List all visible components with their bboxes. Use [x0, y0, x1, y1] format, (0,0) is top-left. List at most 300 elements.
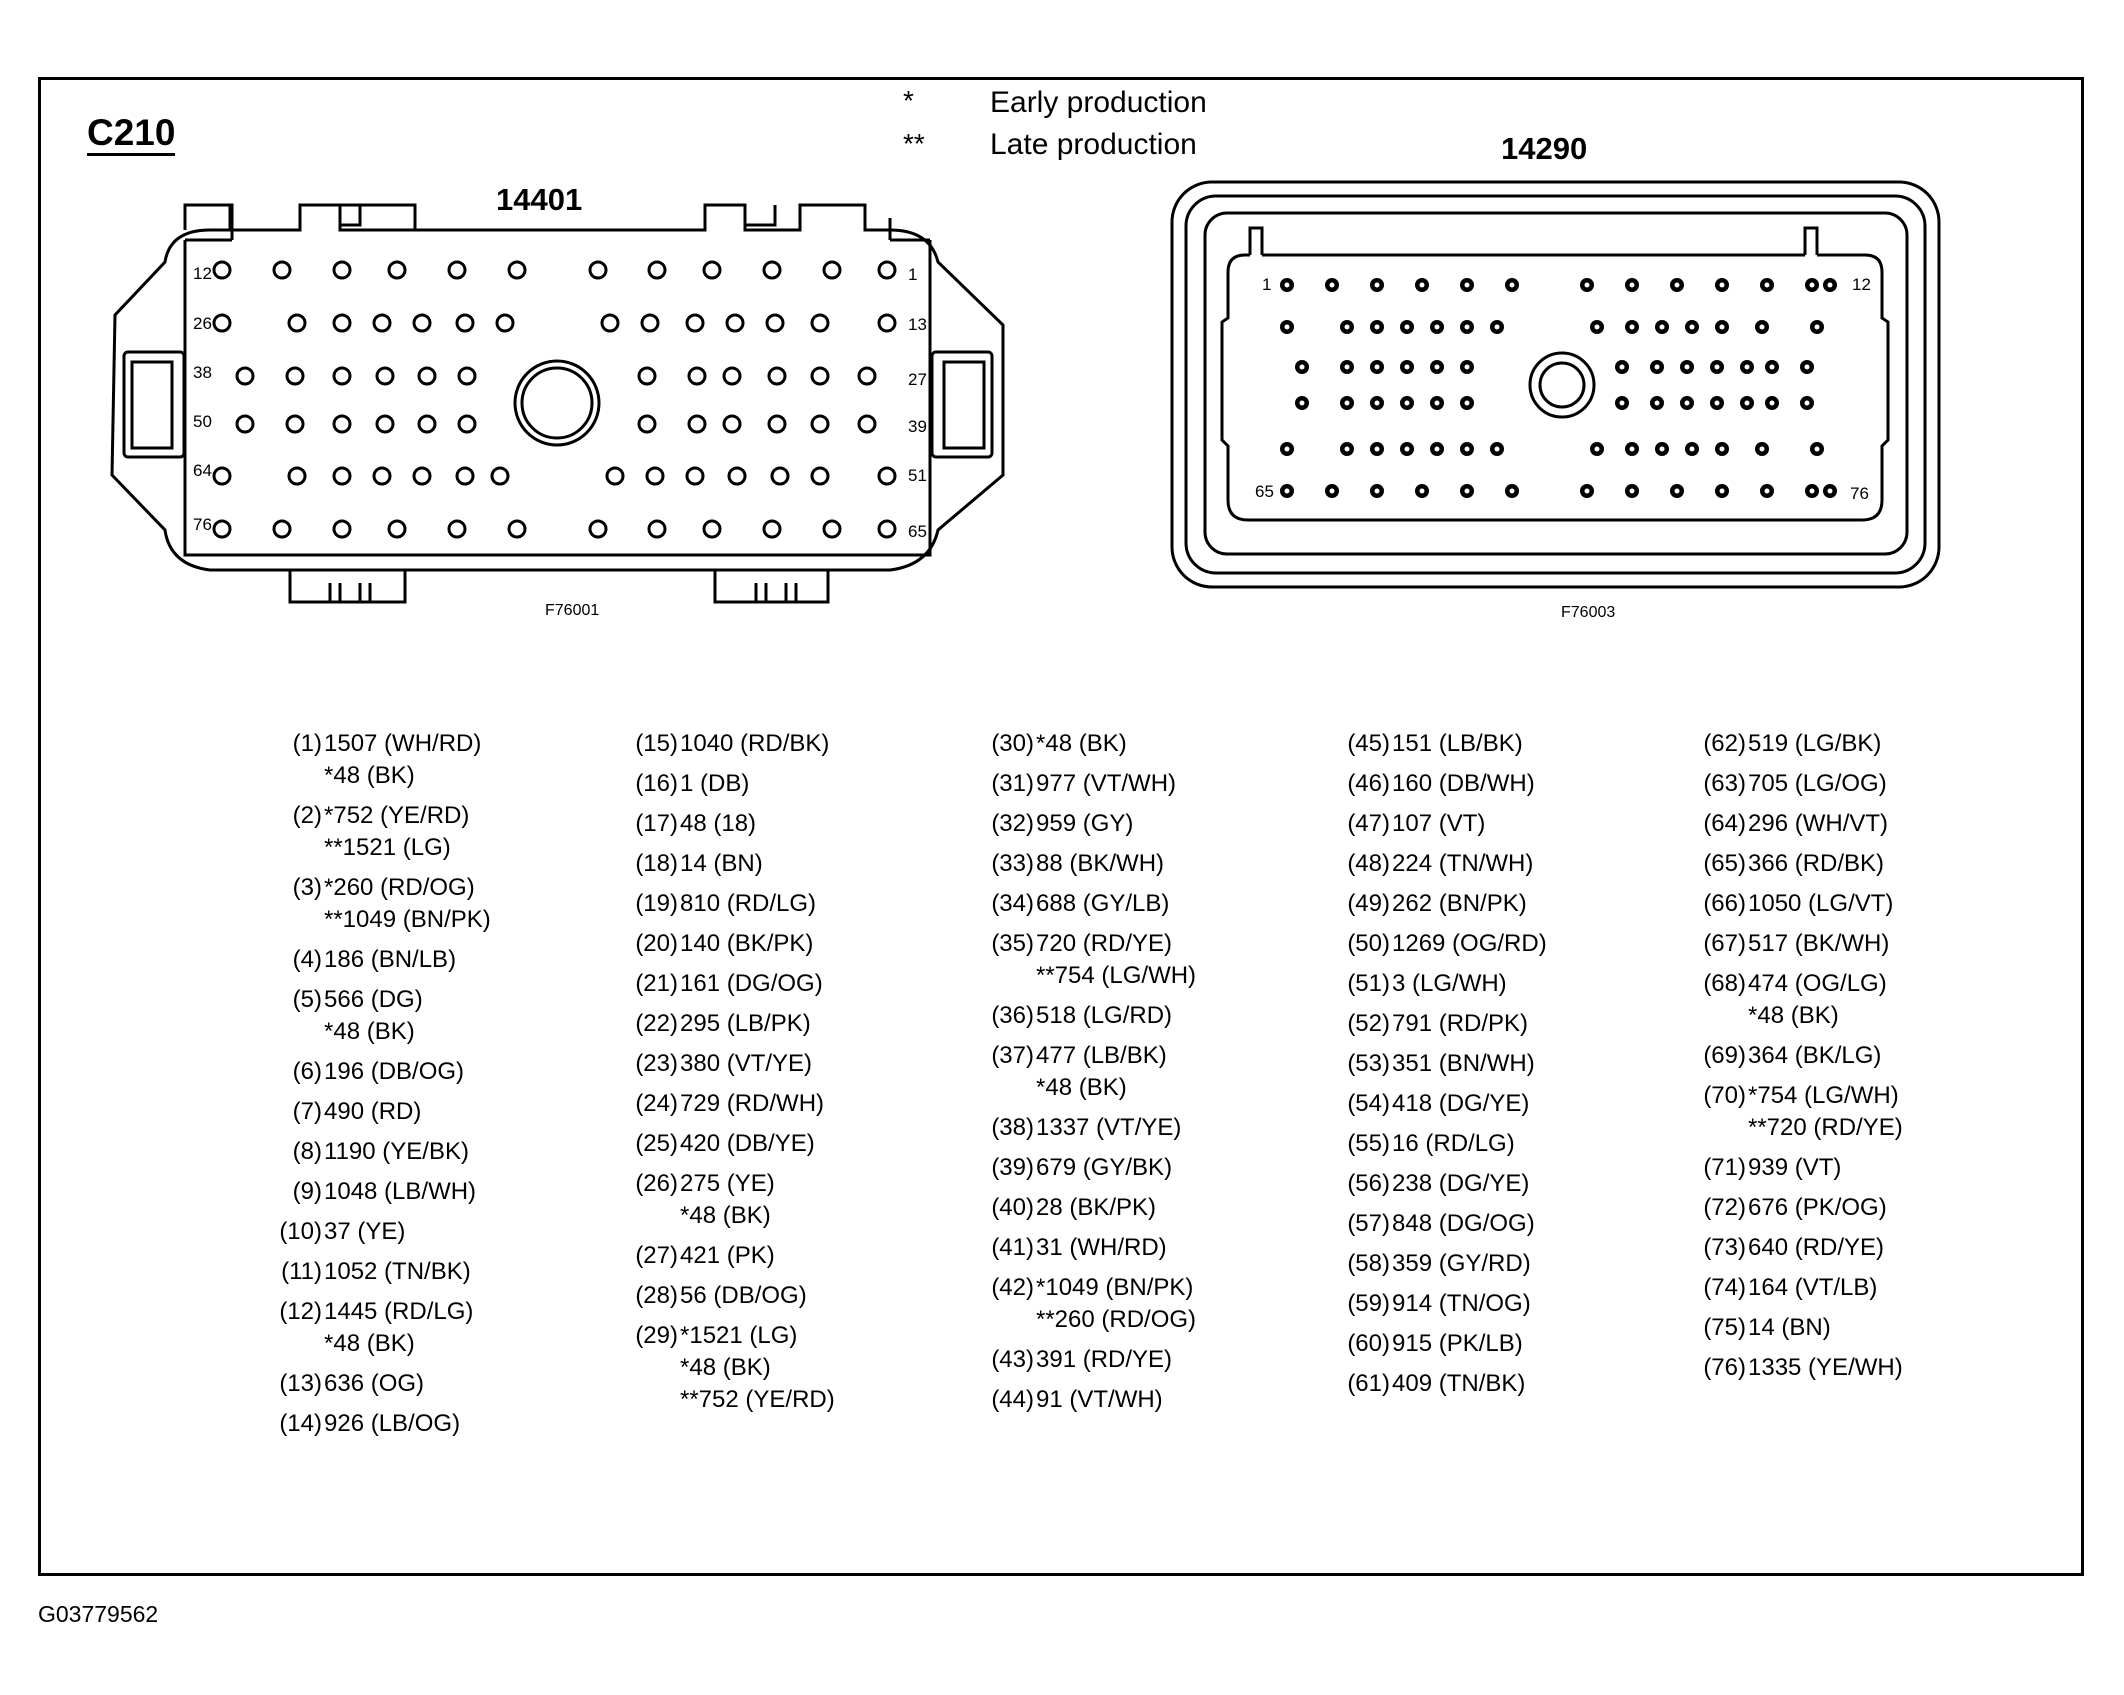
pin-number: (38) [991, 1114, 1034, 1141]
pin-terminal [1415, 484, 1429, 498]
pin-circuit: **720 (RD/YE) [1748, 1114, 1903, 1141]
pin-number: (62) [1703, 730, 1746, 757]
right-pin-label: 65 [1255, 482, 1274, 501]
pin-circuit: 164 (VT/LB) [1748, 1274, 1878, 1301]
pin-entry [976, 1232, 1196, 1264]
pin-number: (70) [1703, 1082, 1746, 1109]
pin-cavity [689, 416, 705, 432]
connector-left-pins [214, 262, 895, 537]
pin-circuit: 275 (YE) [680, 1170, 775, 1197]
pin-entry [264, 1136, 491, 1168]
pin-cavity [812, 368, 828, 384]
pin-cavity [649, 262, 665, 278]
pin-terminal [1590, 442, 1604, 456]
pin-number: (47) [1347, 810, 1390, 837]
pin-terminal [1370, 442, 1384, 456]
pin-terminal [1615, 396, 1629, 410]
pin-cavity [879, 315, 895, 331]
pin-number: (72) [1703, 1194, 1746, 1221]
connector-title: C210 [87, 113, 175, 156]
pin-entry [976, 1384, 1196, 1416]
pin-number: (16) [635, 770, 678, 797]
pin-cavity [687, 315, 703, 331]
pin-cavity [214, 262, 230, 278]
pin-circuit: 28 (BK/PK) [1036, 1194, 1157, 1221]
pin-terminal [1805, 484, 1819, 498]
pin-entry [1332, 1168, 1547, 1200]
pin-circuit: **752 (YE/RD) [680, 1386, 835, 1413]
pin-circuit: 1050 (LG/VT) [1748, 890, 1894, 917]
pin-cavity [334, 368, 350, 384]
pin-terminal [1370, 484, 1384, 498]
pin-number: (53) [1347, 1050, 1390, 1077]
pin-number: (21) [635, 970, 678, 997]
pin-circuit: 224 (TN/WH) [1392, 850, 1534, 877]
pin-cavity [689, 368, 705, 384]
pin-cavity [374, 315, 390, 331]
pin-entry [264, 1216, 491, 1248]
pin-cavity [449, 521, 465, 537]
pin-cavity [772, 468, 788, 484]
pin-circuit: 517 (BK/WH) [1748, 930, 1890, 957]
pin-cavity [767, 315, 783, 331]
pin-cavity [639, 368, 655, 384]
pin-terminal [1625, 442, 1639, 456]
pin-circuit: 409 (TN/BK) [1392, 1370, 1526, 1397]
connector-right-housing [1172, 182, 1939, 587]
pin-cavity [647, 468, 663, 484]
pin-terminal [1810, 442, 1824, 456]
pin-terminal [1760, 278, 1774, 292]
legend-text-early: Early production [990, 86, 1207, 119]
legend-text-late: Late production [990, 128, 1197, 161]
right-pin-label: 12 [1852, 275, 1871, 294]
pin-terminal [1505, 484, 1519, 498]
pin-number: (11) [281, 1258, 322, 1285]
pin-number: (44) [991, 1386, 1034, 1413]
pin-circuit: 791 (RD/PK) [1392, 1010, 1529, 1037]
pin-circuit: 939 (VT) [1748, 1154, 1842, 1181]
pin-cavity [334, 416, 350, 432]
left-pin-label: 27 [908, 370, 927, 389]
pin-cavity [289, 468, 305, 484]
pin-entry [264, 872, 491, 936]
pin-entry [1332, 928, 1547, 960]
pin-cavity [824, 262, 840, 278]
pin-number: (39) [991, 1154, 1034, 1181]
pin-terminal [1490, 320, 1504, 334]
pin-entry [1332, 1248, 1547, 1280]
pin-circuit: 37 (YE) [324, 1218, 406, 1245]
pin-terminal [1800, 360, 1814, 374]
pin-cavity [457, 468, 473, 484]
pin-circuit: 720 (RD/YE) [1036, 930, 1173, 957]
pin-terminal [1685, 442, 1699, 456]
pin-cavity [287, 368, 303, 384]
pin-terminal [1580, 484, 1594, 498]
pin-entry [620, 1240, 835, 1272]
pin-terminal [1740, 360, 1754, 374]
pin-circuit: 91 (VT/WH) [1036, 1386, 1163, 1413]
pin-number: (32) [991, 810, 1034, 837]
pin-number: (22) [635, 1010, 678, 1037]
pin-circuit: 1040 (RD/BK) [680, 730, 830, 757]
pin-number: (15) [635, 730, 678, 757]
pin-entry [264, 1056, 491, 1088]
pin-cavity [509, 262, 525, 278]
pin-entry [264, 1256, 491, 1288]
pin-entry [976, 1000, 1196, 1032]
pin-number: (60) [1347, 1330, 1390, 1357]
pin-cavity [289, 315, 305, 331]
pin-terminal [1823, 484, 1837, 498]
pin-entry [620, 848, 835, 880]
pin-circuit: 151 (LB/BK) [1392, 730, 1523, 757]
pin-terminal [1710, 396, 1724, 410]
pin-terminal [1710, 360, 1724, 374]
connector-right-pins [1280, 278, 1837, 498]
pin-number: (37) [991, 1042, 1034, 1069]
pin-circuit: 238 (DG/YE) [1392, 1170, 1530, 1197]
pin-cavity [639, 416, 655, 432]
pin-circuit: 1 (DB) [680, 770, 750, 797]
pin-circuit: 262 (BN/PK) [1392, 890, 1527, 917]
pin-entry [1688, 728, 1903, 760]
pin-circuit: *48 (BK) [324, 1330, 415, 1357]
right-pin-label: 76 [1850, 484, 1869, 503]
left-pin-label: 26 [193, 314, 212, 333]
pin-cavity [389, 521, 405, 537]
pin-number: (48) [1347, 850, 1390, 877]
pin-circuit: 848 (DG/OG) [1392, 1210, 1535, 1237]
pin-cavity [687, 468, 703, 484]
pin-entry [620, 888, 835, 920]
pin-entry [976, 1272, 1196, 1336]
pin-number: (64) [1703, 810, 1746, 837]
pin-entry [976, 848, 1196, 880]
pin-cavity [334, 468, 350, 484]
pin-cavity [607, 468, 623, 484]
pin-cavity [389, 262, 405, 278]
pin-number: (18) [635, 850, 678, 877]
pin-cavity [724, 416, 740, 432]
pin-entry [1332, 1128, 1547, 1160]
left-pin-label: 1 [908, 265, 918, 284]
pin-entry [1332, 1048, 1547, 1080]
pin-terminal [1340, 442, 1354, 456]
pin-cavity [649, 521, 665, 537]
pin-terminal [1655, 320, 1669, 334]
pin-entry [976, 888, 1196, 920]
pin-cavity [377, 368, 393, 384]
pin-number: (46) [1347, 770, 1390, 797]
pin-entry [1332, 968, 1547, 1000]
pin-number: (12) [279, 1298, 322, 1325]
pin-cavity [729, 468, 745, 484]
pin-circuit: 418 (DG/YE) [1392, 1090, 1530, 1117]
pin-circuit: 3 (LG/WH) [1392, 970, 1507, 997]
pin-entry [1688, 1040, 1903, 1072]
pin-cavity [419, 416, 435, 432]
pin-cavity [704, 521, 720, 537]
pin-number: (73) [1703, 1234, 1746, 1261]
pin-circuit: 1269 (OG/RD) [1392, 930, 1547, 957]
connector-right-label: 14290 [1501, 131, 1588, 166]
pin-number: (59) [1347, 1290, 1390, 1317]
pin-circuit: 366 (RD/BK) [1748, 850, 1885, 877]
pin-number: (50) [1347, 930, 1390, 957]
pin-cavity [704, 262, 720, 278]
pin-circuit: 977 (VT/WH) [1036, 770, 1177, 797]
pin-cavity [492, 468, 508, 484]
pin-terminal [1400, 320, 1414, 334]
pin-cavity [642, 315, 658, 331]
pin-entry [620, 1168, 835, 1232]
pin-terminal [1805, 278, 1819, 292]
pin-circuit: 196 (DB/OG) [324, 1058, 465, 1085]
legend-mark-late: ** [903, 128, 925, 159]
connector-right-pin-labels [1255, 275, 1871, 503]
pin-number: (42) [991, 1274, 1034, 1301]
pin-cavity [859, 368, 875, 384]
pin-entry [1332, 888, 1547, 920]
left-pin-label: 38 [193, 363, 212, 382]
pin-cavity [824, 521, 840, 537]
pin-circuit: 295 (LB/PK) [680, 1010, 811, 1037]
pin-terminal [1670, 278, 1684, 292]
pin-cavity [274, 521, 290, 537]
pin-terminal [1765, 396, 1779, 410]
pin-number: (19) [635, 890, 678, 917]
left-pin-label: 64 [193, 461, 212, 480]
pin-terminal [1400, 396, 1414, 410]
pin-terminal [1280, 442, 1294, 456]
pin-entry [1688, 1352, 1903, 1384]
pin-circuit: 420 (DB/YE) [680, 1130, 815, 1157]
pin-number: (14) [279, 1410, 322, 1437]
pin-circuit: *48 (BK) [1036, 730, 1127, 757]
pin-entry [976, 1040, 1196, 1104]
pin-circuit: 1335 (YE/WH) [1748, 1354, 1903, 1381]
pin-number: (36) [991, 1002, 1034, 1029]
pin-entry [1332, 1008, 1547, 1040]
pin-terminal [1650, 360, 1664, 374]
pin-number: (52) [1347, 1010, 1390, 1037]
pin-circuit: **754 (LG/WH) [1036, 962, 1197, 989]
connector-left-label: 14401 [496, 182, 583, 217]
pin-circuit: 421 (PK) [680, 1242, 775, 1269]
pin-circuit: 359 (GY/RD) [1392, 1250, 1531, 1277]
pin-circuit: 477 (LB/BK) [1036, 1042, 1167, 1069]
pin-number: (40) [991, 1194, 1034, 1221]
pin-terminal [1615, 360, 1629, 374]
pin-terminal [1340, 320, 1354, 334]
pin-entry [1688, 1232, 1903, 1264]
pin-entry [1332, 1368, 1547, 1400]
pin-number: (51) [1347, 970, 1390, 997]
pin-number: (34) [991, 890, 1034, 917]
pin-terminal [1625, 278, 1639, 292]
pin-terminal [1430, 360, 1444, 374]
pin-cavity [334, 521, 350, 537]
figure-id: G03779562 [38, 1601, 159, 1627]
pin-terminal [1655, 442, 1669, 456]
pin-circuit: 915 (PK/LB) [1392, 1330, 1523, 1357]
pin-cavity [449, 262, 465, 278]
pin-number: (68) [1703, 970, 1746, 997]
pin-terminal [1460, 278, 1474, 292]
pin-entry [1332, 768, 1547, 800]
connector-left-figure-code: F76001 [545, 602, 600, 619]
pin-cavity [334, 262, 350, 278]
pin-cavity [602, 315, 618, 331]
pin-circuit: 705 (LG/OG) [1748, 770, 1887, 797]
pin-entry [1332, 728, 1547, 760]
pin-terminal [1340, 396, 1354, 410]
pin-entry [976, 808, 1196, 840]
pin-circuit: 679 (GY/BK) [1036, 1154, 1173, 1181]
pin-entry [1688, 888, 1903, 920]
pin-circuit: 518 (LG/RD) [1036, 1002, 1173, 1029]
pin-entry [1688, 1272, 1903, 1304]
pin-number: (8) [292, 1138, 322, 1165]
pin-entry [1332, 1328, 1547, 1360]
pin-entry [620, 1128, 835, 1160]
pin-entry [1688, 968, 1903, 1032]
pin-cavity [879, 468, 895, 484]
pin-number: (5) [292, 986, 322, 1013]
pin-circuit: *48 (BK) [680, 1202, 771, 1229]
pin-number: (13) [279, 1370, 322, 1397]
pin-number: (66) [1703, 890, 1746, 917]
pin-circuit: 31 (WH/RD) [1036, 1234, 1167, 1261]
pin-number: (41) [991, 1234, 1034, 1261]
pin-terminal [1800, 396, 1814, 410]
pin-entry [620, 1008, 835, 1040]
pin-terminal [1325, 278, 1339, 292]
pin-entry [976, 1192, 1196, 1224]
pin-circuit: 926 (LB/OG) [324, 1410, 461, 1437]
pin-terminal [1295, 396, 1309, 410]
pin-cavity [274, 262, 290, 278]
pin-number: (20) [635, 930, 678, 957]
pin-cavity [214, 468, 230, 484]
pin-cavity [457, 315, 473, 331]
pin-entry [620, 968, 835, 1000]
pin-cavity [374, 468, 390, 484]
pin-cavity [590, 521, 606, 537]
pin-number: (35) [991, 930, 1034, 957]
pin-cavity [414, 315, 430, 331]
pin-entry [620, 808, 835, 840]
pin-cavity [377, 416, 393, 432]
pin-entry [1332, 808, 1547, 840]
pin-circuit: 48 (18) [680, 810, 757, 837]
pin-number: (55) [1347, 1130, 1390, 1157]
pin-terminal [1505, 278, 1519, 292]
pin-number: (3) [292, 874, 322, 901]
pin-circuit: 1052 (TN/BK) [324, 1258, 471, 1285]
pin-entry [620, 1048, 835, 1080]
pin-terminal [1625, 320, 1639, 334]
pin-entry [1332, 1288, 1547, 1320]
pin-circuit: 729 (RD/WH) [680, 1090, 825, 1117]
pin-number: (31) [991, 770, 1034, 797]
pin-cavity [237, 368, 253, 384]
pin-terminal [1755, 320, 1769, 334]
pin-list-column-4 [1332, 728, 1547, 1408]
pin-circuit: 490 (RD) [324, 1098, 422, 1125]
pin-cavity [459, 368, 475, 384]
pin-circuit: *48 (BK) [1036, 1074, 1127, 1101]
pin-terminal [1460, 442, 1474, 456]
pin-entry [976, 1112, 1196, 1144]
pin-circuit: 186 (BN/LB) [324, 946, 457, 973]
pin-circuit: 519 (LG/BK) [1748, 730, 1882, 757]
pin-circuit: 566 (DG) [324, 986, 423, 1013]
pin-number: (28) [635, 1282, 678, 1309]
pin-terminal [1295, 360, 1309, 374]
pin-entry [620, 728, 835, 760]
pin-circuit: 351 (BN/WH) [1392, 1050, 1535, 1077]
pin-entry [620, 768, 835, 800]
right-pin-label: 1 [1262, 275, 1272, 294]
pin-entry [1688, 1192, 1903, 1224]
pin-circuit: 107 (VT) [1392, 810, 1486, 837]
pin-circuit: 296 (WH/VT) [1748, 810, 1889, 837]
pin-terminal [1460, 320, 1474, 334]
pin-cavity [812, 315, 828, 331]
pin-number: (4) [292, 946, 322, 973]
pin-cavity [812, 416, 828, 432]
pin-entry [620, 1320, 835, 1416]
pin-circuit: 14 (BN) [1748, 1314, 1831, 1341]
pin-number: (63) [1703, 770, 1746, 797]
pin-number: (65) [1703, 850, 1746, 877]
pin-entry [1688, 768, 1903, 800]
pin-circuit: **260 (RD/OG) [1036, 1306, 1197, 1333]
pin-entry [976, 728, 1196, 760]
pin-list-column-2 [620, 728, 835, 1424]
pin-cavity [214, 315, 230, 331]
pin-terminal [1280, 320, 1294, 334]
pin-terminal [1823, 278, 1837, 292]
pin-terminal [1490, 442, 1504, 456]
pin-number: (1) [292, 730, 322, 757]
pin-cavity [237, 416, 253, 432]
pin-terminal [1680, 360, 1694, 374]
pin-entry [620, 1088, 835, 1120]
pin-number: (67) [1703, 930, 1746, 957]
pin-entry [264, 1296, 491, 1360]
left-pin-label: 39 [908, 417, 927, 436]
pin-number: (6) [292, 1058, 322, 1085]
pin-terminal [1430, 320, 1444, 334]
pin-list-column-1 [264, 728, 491, 1448]
pin-terminal [1400, 442, 1414, 456]
pin-circuit: *754 (LG/WH) [1748, 1082, 1899, 1109]
pin-list-column-3 [976, 728, 1196, 1424]
pin-number: (76) [1703, 1354, 1746, 1381]
pin-terminal [1460, 484, 1474, 498]
pin-circuit: *1049 (BN/PK) [1036, 1274, 1194, 1301]
pin-terminal [1370, 320, 1384, 334]
pin-circuit: 56 (DB/OG) [680, 1282, 807, 1309]
pin-entry [976, 1152, 1196, 1184]
pin-terminal [1590, 320, 1604, 334]
pin-entry [1332, 1088, 1547, 1120]
pin-number: (7) [292, 1098, 322, 1125]
